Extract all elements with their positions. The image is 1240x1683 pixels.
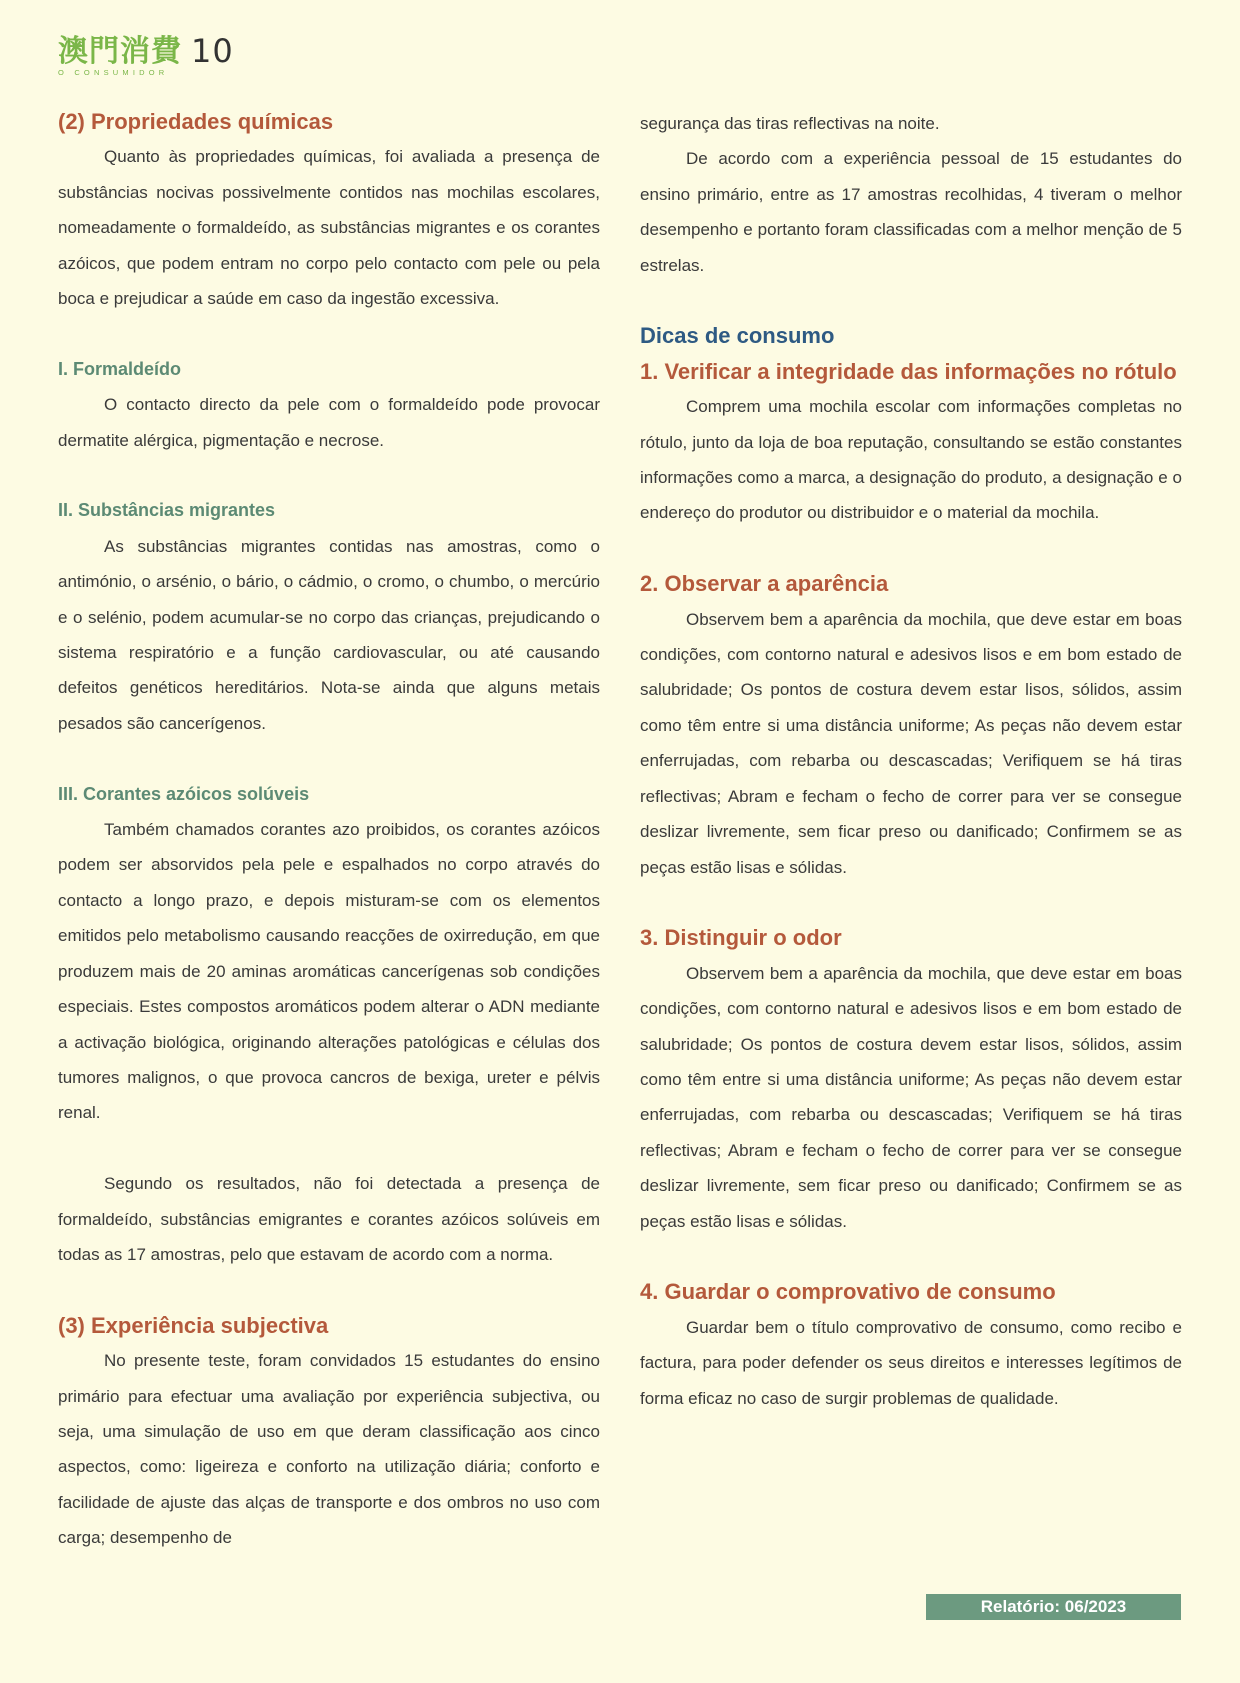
paragraph-formaldehyde: O contacto directo da pele com o formaldeído pode provocar dermatite alérgica, pigmentação e necrose. [58, 395, 600, 450]
section-heading-consumer-tips: Dicas de consumo [640, 323, 835, 349]
tip-paragraph-3: Observem bem a aparência da mochila, que deve estar em boas condições, com contorno natural e adesivos lisos e em bom estado de salubridade; Os pontos de costura devem estar lisos, sólidos, assim como têm entre si uma distância uniforme; As peças não devem estar enferrujadas, com rebarba ou descascadas; Verifiquem se há tiras reflectivas; Abram e fecham o fecho de correr para ver se consegue deslizar livremente, sem ficar preso ou danificado; Confirmem se as peças estão lisas e sólidas. [640, 963, 1182, 1231]
paragraph-experience-results: De acordo com a experiência pessoal de 15 estudantes do ensino primário, entre as 17 amostras recolhidas, 4 tiveram o melhor desempenho e portanto foram classificadas com a melhor menção de 5 estrelas. [640, 149, 1182, 275]
tip-heading-1: 1. Verificar a integridade das informações no rótulo [640, 358, 1177, 384]
paragraph-migrant-substances: As substâncias migrantes contidas nas amostras, como o antimónio, o arsénio, o bário, o cádmio, o cromo, o chumbo, o mercúrio e o selénio, podem acumular-se no corpo das crianças, prejudicando o sistema respiratório e a função cardiovascular, ou até causando defeitos genéticos hereditários. Nota-se ainda que alguns metais pesados são cancerígenos. [58, 536, 600, 733]
report-badge: Relatório: 06/2023 [926, 1594, 1181, 1620]
tip-heading-3: 3. Distinguir o odor [640, 925, 842, 951]
section-heading-experience: (3) Experiência subjectiva [58, 1312, 329, 1338]
paragraph-azo-dyes: Também chamados corantes azo proibidos, os corantes azóicos podem ser absorvidos pela pele e espalhados no corpo através do contacto a longo prazo, e depois misturam-se com os elementos emitidos pelo metabolismo causando reacções de oxirredução, em que produzem mais de 20 aminas aromáticas cancerígenas sob condições especiais. Estes compostos aromáticos podem alterar o ADN mediante a activação biológica, originando alterações patológicas e células dos tumores malignos, o que provoca cancros de bexiga, ureter e pélvis renal. [58, 820, 600, 1123]
subheading-formaldehyde: I. Formaldeído [58, 358, 182, 379]
paragraph-results: Segundo os resultados, não foi detectada a presença de formaldeído, substâncias emigrantes e corantes azóicos solúveis em todas as 17 amostras, pelo que estavam de acordo com a norma. [58, 1174, 600, 1264]
paragraph-experience: No presente teste, foram convidados 15 estudantes do ensino primário para efectuar uma avaliação por experiência subjectiva, ou seja, uma simulação de uso em que deram classificação aos cinco aspectos, como: ligeireza e conforto na utilização diária; conforto e facilidade de ajuste das alças de transporte e dos ombros no uso com carga; desempenho de [58, 1351, 600, 1548]
page-number: 10 [191, 32, 234, 70]
right-column [640, 106, 1182, 1416]
tip-heading-4: 4. Guardar o comprovativo de consumo [640, 1279, 1056, 1305]
tip-paragraph-1: Comprem uma mochila escolar com informações completas no rótulo, junto da loja de boa reputação, consultando se estão constantes informações como a marca, a designação do produto, a designação e o endereço do produtor ou distribuidor e o material da mochila. [640, 397, 1182, 523]
subheading-migrant-substances: II. Substâncias migrantes [58, 500, 276, 521]
magazine-logo: 澳門消費 [58, 34, 182, 69]
tip-paragraph-4: Guardar bem o título comprovativo de consumo, como recibo e factura, para poder defender os seus direitos e interesses legítimos de forma eficaz no caso de surgir problemas de qualidade. [640, 1317, 1182, 1408]
magazine-logo-subtitle: O CONSUMIDOR [58, 68, 169, 77]
tip-heading-2: 2. Observar a aparência [640, 571, 889, 597]
left-column [58, 104, 600, 1556]
paragraph-continued: segurança das tiras reflectivas na noite. [640, 114, 940, 133]
page-header [58, 30, 458, 80]
subheading-azo-dyes: III. Corantes azóicos solúveis [58, 783, 310, 804]
section-heading-chemical: (2) Propriedades químicas [58, 109, 334, 134]
paragraph-chemical: Quanto às propriedades químicas, foi avaliada a presença de substâncias nocivas possivelmente contidos nas mochilas escolares, nomeadamente o formaldeído, as substâncias migrantes e os corantes azóicos, que podem entram no corpo pelo contacto com pele ou pela boca e prejudicar a saúde em caso da ingestão excessiva. [58, 147, 600, 309]
tip-paragraph-2: Observem bem a aparência da mochila, que deve estar em boas condições, com contorno natural e adesivos lisos e em bom estado de salubridade; Os pontos de costura devem estar lisos, sólidos, assim como têm entre si uma distância uniforme; As peças não devem estar enferrujadas, com rebarba ou descascadas; Verifiquem se há tiras reflectivas; Abram e fecham o fecho de correr para ver se consegue deslizar livremente, sem ficar preso ou danificado; Confirmem se as peças estão lisas e sólidas. [640, 609, 1182, 877]
